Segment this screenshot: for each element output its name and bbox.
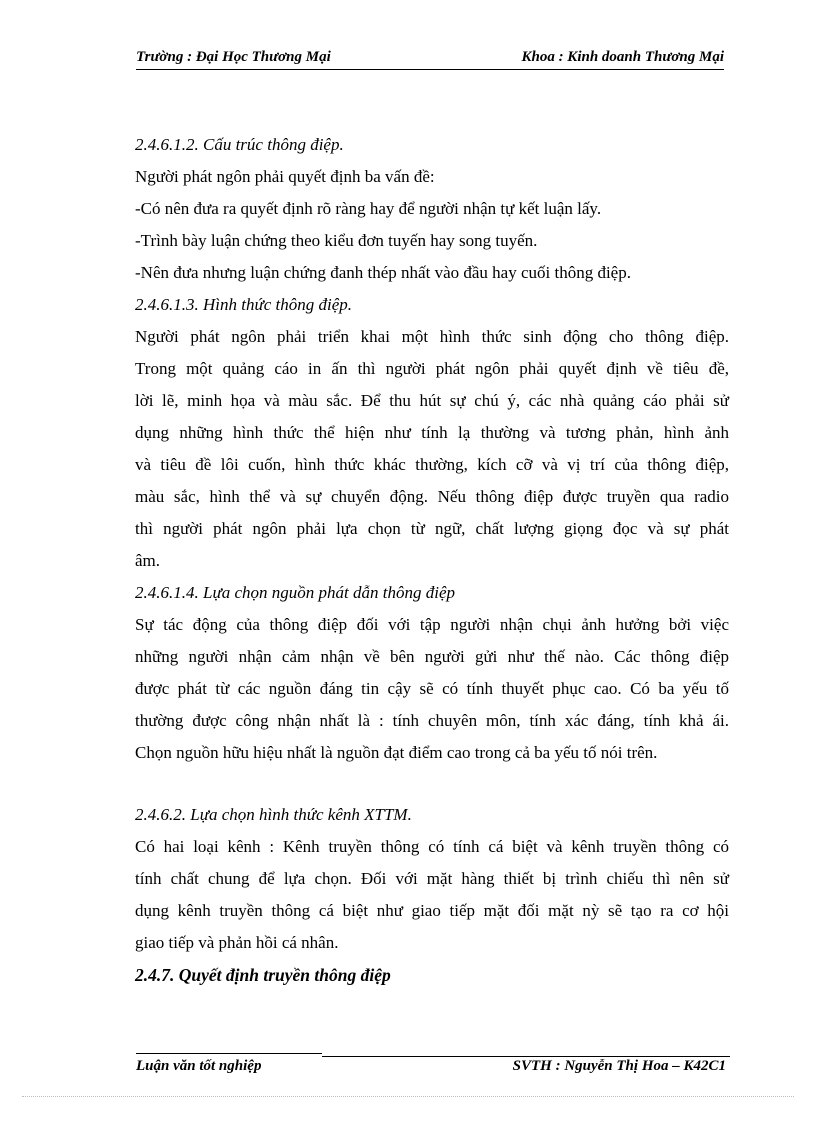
paragraph-line: Có hai loại kênh : Kênh truyền thông có tính cá biệt và kênh truyền thông có (135, 837, 729, 856)
paragraph-line: Người phát ngôn phải triển khai một hình thức sinh động cho thông điệp. (135, 327, 729, 346)
heading-2-4-6-1-4: 2.4.6.1.4. Lựa chọn nguồn phát dẫn thông điệp (135, 583, 455, 602)
paragraph-line: Trong một quảng cáo in ấn thì người phát ngôn phải quyết định về tiêu đề, (135, 359, 729, 378)
paragraph-line: thường được công nhận nhất là : tính chuyên môn, tính xác đáng, tính khả ái. (135, 711, 729, 730)
paragraph-line: dụng những hình thức thể hiện như tính lạ thường và tương phản, hình ảnh (135, 423, 729, 442)
footer-thesis: Luận văn tốt nghiệp (136, 1058, 262, 1074)
heading-2-4-6-2: 2.4.6.2. Lựa chọn hình thức kênh XTTM. (135, 805, 412, 824)
header-faculty: Khoa : Kinh doanh Thương Mại (521, 49, 724, 65)
paragraph-line: Người phát ngôn phải quyết định ba vấn đề: (135, 167, 435, 186)
header-school: Trường : Đại Học Thương Mại (136, 49, 331, 65)
paragraph-line: Chọn nguồn hữu hiệu nhất là nguồn đạt điểm cao trong cả ba yếu tố nói trên. (135, 743, 658, 762)
paragraph-line: dụng kênh truyền thông cá biệt như giao tiếp mặt đối mặt nỳ sẽ tạo ra cơ hội (135, 901, 729, 920)
page-footer (136, 1058, 726, 1080)
paragraph-line: lời lẽ, minh họa và màu sắc. Để thu hút sự chú ý, các nhà quảng cáo phải sử (135, 391, 729, 410)
footer-student: SVTH : Nguyễn Thị Hoa – K42C1 (512, 1058, 726, 1074)
document-body (135, 132, 729, 994)
paragraph-line: -Trình bày luận chứng theo kiểu đơn tuyến hay song tuyến. (135, 231, 538, 250)
footer-rule-left (136, 1053, 322, 1054)
paragraph-line: Sự tác động của thông điệp đối với tập người nhận chụi ảnh hưởng bởi việc (135, 615, 729, 634)
page-edge-divider (22, 1096, 794, 1097)
paragraph-line: giao tiếp và phản hồi cá nhân. (135, 933, 339, 952)
paragraph-spacer (135, 772, 729, 802)
heading-2-4-6-1-2: 2.4.6.1.2. Cấu trúc thông điệp. (135, 135, 344, 154)
footer-rule-right (322, 1056, 730, 1057)
paragraph-line: âm. (135, 551, 161, 570)
heading-2-4-7: 2.4.7. Quyết định truyền thông điệp (135, 965, 391, 985)
paragraph-line: và tiêu đề lôi cuốn, hình thức khác thường, kích cỡ và vị trí của thông điệp, (135, 455, 729, 474)
paragraph-line: -Nên đưa nhưng luận chứng đanh thép nhất vào đầu hay cuối thông điệp. (135, 263, 631, 282)
paragraph-line: màu sắc, hình thể và sự chuyển động. Nếu thông điệp được truyền qua radio (135, 487, 729, 506)
paragraph-line: tính chất chung để lựa chọn. Đối với mặt hàng thiết bị trình chiếu thì nên sử (135, 869, 729, 888)
paragraph-line: thì người phát ngôn phải lựa chọn từ ngữ, chất lượng giọng đọc và sự phát (135, 519, 729, 538)
paragraph-line: -Có nên đưa ra quyết định rõ ràng hay để người nhận tự kết luận lấy. (135, 199, 602, 218)
paragraph-line: được phát từ các nguồn đáng tin cậy sẽ có tính thuyết phục cao. Có ba yếu tố (135, 679, 729, 698)
page-header (136, 47, 724, 70)
heading-2-4-6-1-3: 2.4.6.1.3. Hình thức thông điệp. (135, 295, 353, 314)
paragraph-line: những người nhận cảm nhận về bên người gửi như thế nào. Các thông điệp (135, 647, 729, 666)
